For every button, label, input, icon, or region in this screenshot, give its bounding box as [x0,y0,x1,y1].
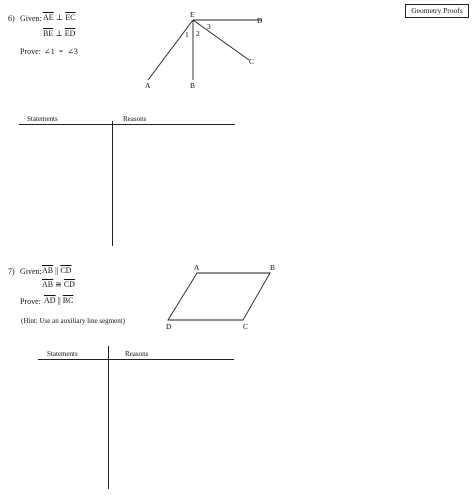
equals: = [58,47,64,56]
segment: $\overline{BE}$ [43,29,54,38]
angle-label-3: 3 [207,22,211,31]
problem-6-given-label: Given: [20,14,42,23]
problem-7-prove [44,296,73,305]
problem-7-table-header-rule [38,359,234,360]
relation: || [57,296,61,305]
segment: $\overline{CD}$ [60,266,72,275]
problem-6-statements-header: Statements [27,115,58,123]
problem-7-hint: (Hint: Use an auxiliary line segment) [21,317,125,325]
label-D: D [166,322,172,331]
relation: ⊥ [55,13,64,22]
problem-6-table-divider [112,121,113,246]
relation: ≅ [55,280,62,289]
label-A: A [145,81,151,90]
problem-7-given-label: Given: [20,267,42,276]
label-B: B [190,81,196,90]
problem-7-given-1 [42,266,71,275]
problem-7-reasons-header: Reasons [125,350,149,358]
problem-7-given-2 [42,280,75,289]
ray-EA [148,20,193,80]
segment: $\overline{AB}$ [42,266,54,275]
label-C: C [249,57,255,66]
segment: $\overline{CD}$ [63,280,75,289]
label-D: D [257,16,263,25]
relation: ⊥ [55,29,63,38]
segment: $\overline{EC}$ [65,13,76,22]
parallelogram-ABCD [168,273,270,320]
angle-3: ∠3 [67,47,78,56]
label-C: C [243,322,249,331]
label-A: A [194,263,200,272]
ray-EC [193,20,249,60]
problem-7-figure [168,273,270,320]
relation: || [55,266,59,275]
problem-7-statements-header: Statements [47,350,78,358]
problem-7-number: 7) [8,267,15,276]
segment: $\overline{AB}$ [42,280,54,289]
label-E: E [190,10,195,19]
problem-7-table-divider [108,346,109,489]
problem-6-table-header-rule [19,124,235,125]
angle-label-2: 2 [196,29,200,38]
angle-label-1: 1 [185,30,189,39]
title-badge: Geometry Proofs [405,4,469,18]
segment: $\overline{AD}$ [44,296,56,305]
label-B: B [270,263,276,272]
problem-6-number: 6) [8,14,15,23]
problem-7-prove-label: Prove: [20,297,41,306]
angle-1: ∠1 [44,47,55,56]
segment: $\overline{BC}$ [62,296,74,305]
problem-6-reasons-header: Reasons [123,115,147,123]
problem-6-figure [148,20,262,80]
segment: $\overline{AE}$ [43,13,54,22]
problem-6-prove-label: Prove: [20,47,41,56]
segment: $\overline{ED}$ [64,29,76,38]
